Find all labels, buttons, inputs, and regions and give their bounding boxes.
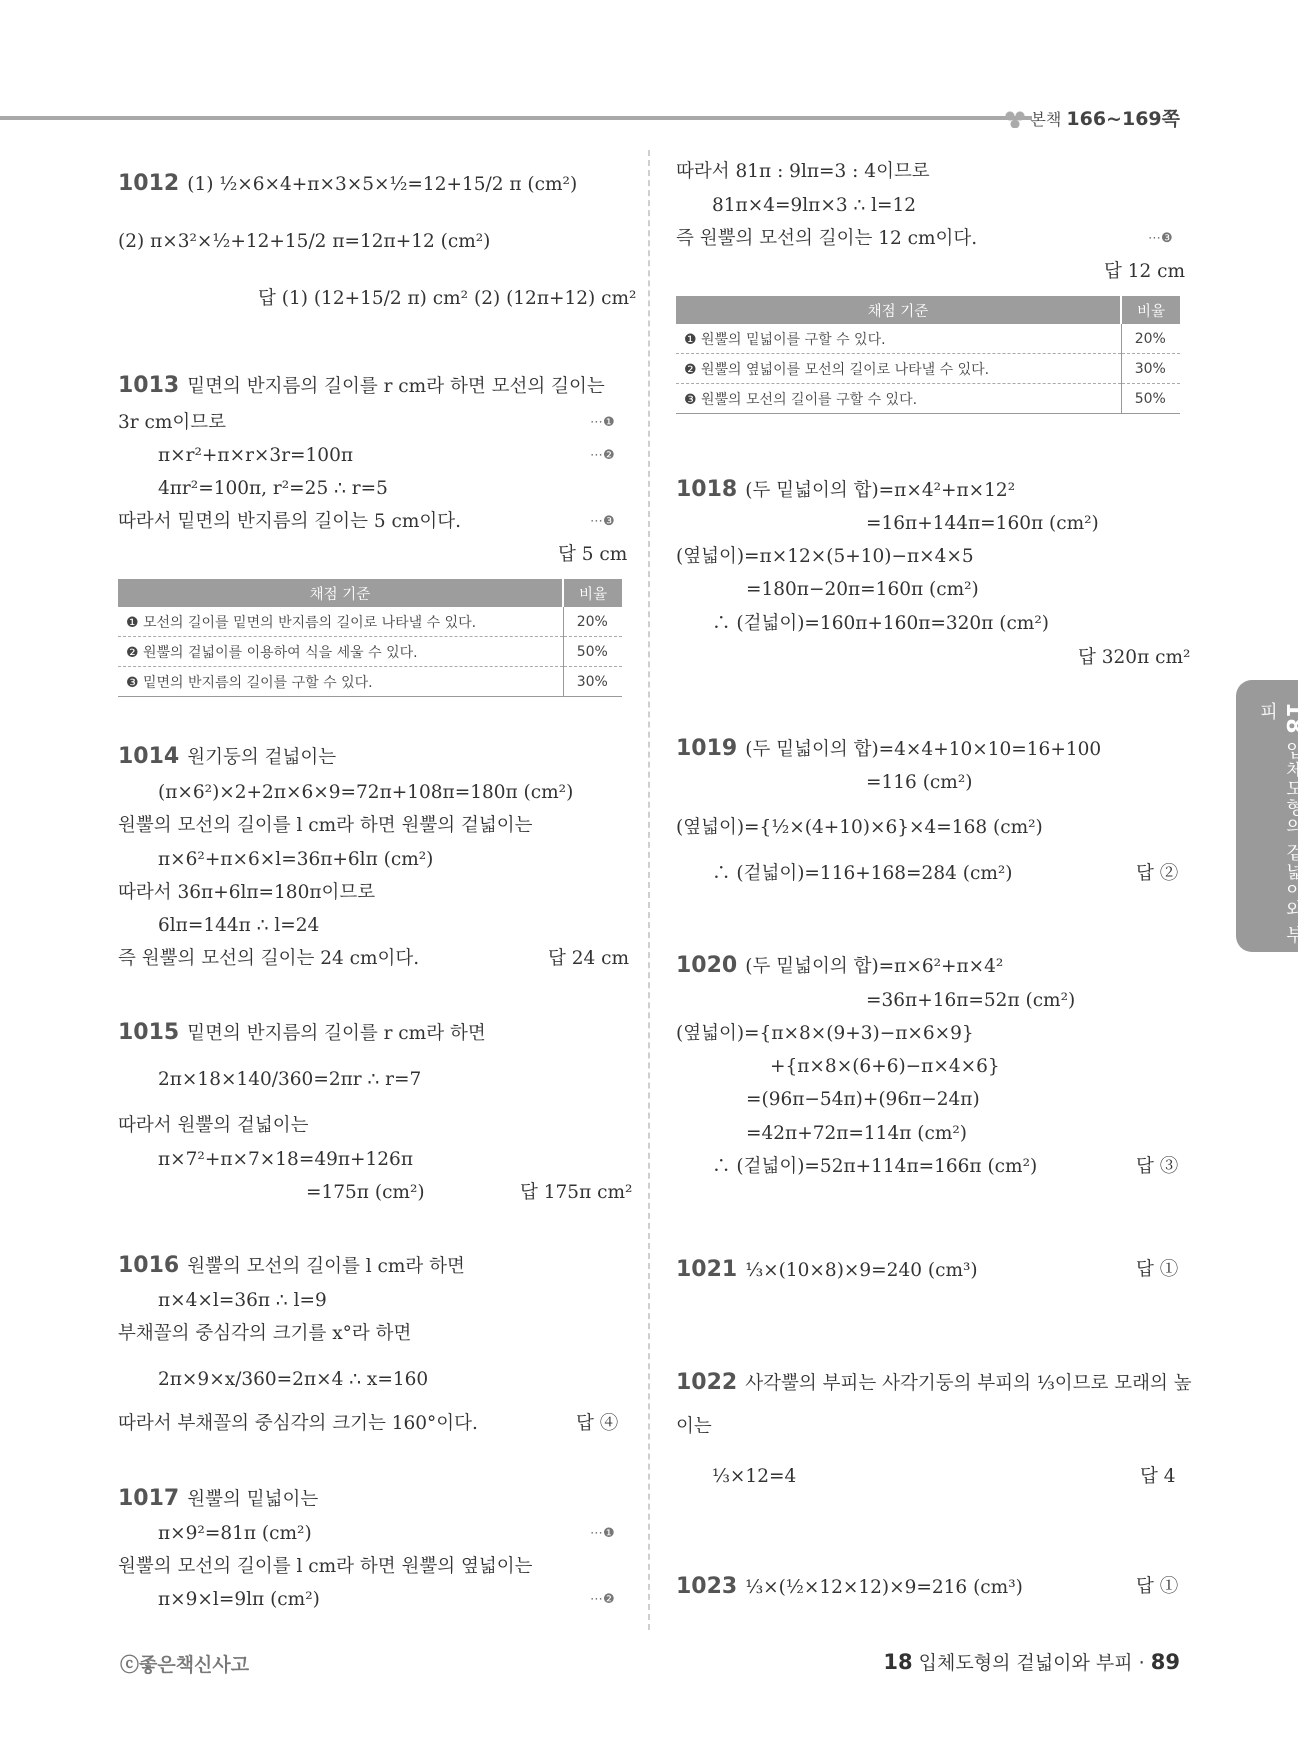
text: (1) ½×6×4+π×3×5×½=12+15/2 π (cm²) <box>187 174 578 195</box>
p1014-line5: 따라서 36π+6lπ=180π이므로 <box>118 882 376 903</box>
p1020-line7: ∴ (겉넓이)=52π+114π=166π (cm²) <box>712 1156 1038 1177</box>
p1013-line2: 3r cm이므로 <box>118 412 227 433</box>
p1018-line1 <box>676 478 1015 503</box>
table-row <box>676 354 1180 384</box>
table-header-ratio: 비율 <box>1121 296 1180 324</box>
text: 사각뿔의 부피는 사각기둥의 부피의 ⅓이므로 모래의 높 <box>745 1373 1192 1394</box>
p1017-line5: 따라서 81π : 9lπ=3 : 4이므로 <box>676 161 930 182</box>
p1016-line2: π×4×l=36π ∴ l=9 <box>158 1290 327 1311</box>
p1012-line2: (2) π×3²×½+12+15/2 π=12π+12 (cm²) <box>118 231 491 252</box>
p1017-line1 <box>118 1487 318 1512</box>
step-mark-2: ⋯❷ <box>590 1592 615 1607</box>
p1012-answer: 답 (1) (12+15/2 π) cm² (2) (12π+12) cm² <box>258 288 637 309</box>
ratio: 50% <box>563 637 622 667</box>
text: 원뿔의 모선의 길이를 l cm라 하면 <box>187 1256 465 1277</box>
p1015-line1 <box>118 1021 486 1046</box>
p1017-line7: 즉 원뿔의 모선의 길이는 12 cm이다. <box>676 228 978 249</box>
step-mark-3: ⋯❸ <box>590 514 615 529</box>
problem-number: 1013 <box>118 373 180 398</box>
p1023-answer: 답 ① <box>1136 1576 1179 1597</box>
p1016-line4: 2π×9×x/360=2π×4 ∴ x=160 <box>158 1369 429 1390</box>
p1022-line3: ⅓×12=4 <box>712 1466 797 1487</box>
problem-number: 1019 <box>676 736 738 761</box>
table-header: 채점 기준 <box>118 579 563 607</box>
p1018-answer: 답 320π cm² <box>1078 647 1191 668</box>
p1019-line3: (옆넓이)={½×(4+10)×6}×4=168 (cm²) <box>676 817 1043 838</box>
criterion: ❷ 원뿔의 겉넓이를 이용하여 식을 세울 수 있다. <box>118 637 563 667</box>
p1013-grading-table <box>118 579 622 697</box>
p1021-answer: 답 ① <box>1136 1259 1179 1280</box>
p1020-line4: +{π×8×(6+6)−π×4×6} <box>770 1056 1000 1077</box>
page-number: 89 <box>1150 1650 1180 1674</box>
p1013-line1 <box>118 374 605 399</box>
ratio: 20% <box>1121 324 1180 354</box>
p1020-line1 <box>676 954 1003 979</box>
p1014-line7: 즉 원뿔의 모선의 길이는 24 cm이다. <box>118 948 420 969</box>
step-mark-2: ⋯❷ <box>590 448 615 463</box>
text: ⅓×(10×8)×9=240 (cm³) <box>745 1260 978 1281</box>
p1016-line5: 따라서 부채꼴의 중심각의 크기는 160°이다. <box>118 1413 478 1434</box>
table-header: 채점 기준 <box>676 296 1121 324</box>
p1015-line5: =175π (cm²) <box>306 1182 425 1203</box>
text: (두 밑넓이의 합)=4×4+10×10=16+100 <box>745 739 1102 760</box>
problem-number: 1020 <box>676 953 738 978</box>
p1014-line4: π×6²+π×6×l=36π+6lπ (cm²) <box>158 849 434 870</box>
header-page-ref <box>1004 104 1180 131</box>
p1020-line6: =42π+72π=114π (cm²) <box>746 1123 968 1144</box>
p1013-line5: 따라서 밑면의 반지름의 길이는 5 cm이다. <box>118 511 462 532</box>
p1017-line6: 81π×4=9lπ×3 ∴ l=12 <box>712 195 917 216</box>
table-row <box>676 384 1180 414</box>
p1019-line1 <box>676 737 1101 762</box>
problem-number: 1016 <box>118 1253 180 1278</box>
p1014-line2: (π×6²)×2+2π×6×9=72π+108π=180π (cm²) <box>158 782 574 803</box>
problem-number: 1021 <box>676 1257 738 1282</box>
p1015-line4: π×7²+π×7×18=49π+126π <box>158 1149 413 1170</box>
ratio: 30% <box>1121 354 1180 384</box>
p1018-line4: =180π−20π=160π (cm²) <box>746 579 979 600</box>
p1013-line4: 4πr²=100π, r²=25 ∴ r=5 <box>158 478 388 499</box>
text: (두 밑넓이의 합)=π×4²+π×12² <box>745 480 1016 501</box>
chapter-side-tab <box>1236 680 1306 952</box>
ratio: 50% <box>1121 384 1180 414</box>
p1015-line2: 2π×18×140/360=2πr ∴ r=7 <box>158 1069 422 1090</box>
table-row <box>118 667 622 697</box>
p1013-answer: 답 5 cm <box>558 544 628 565</box>
flower-icon <box>1004 110 1026 128</box>
p1022-line2: 이는 <box>676 1416 712 1437</box>
table-header-ratio: 비율 <box>563 579 622 607</box>
text: 원기둥의 겉넓이는 <box>187 747 337 768</box>
header-prefix: 본책 <box>1030 110 1062 129</box>
problem-number: 1015 <box>118 1020 180 1045</box>
side-tab-label <box>1254 702 1306 952</box>
p1017-line3: 원뿔의 모선의 길이를 l cm라 하면 원뿔의 옆넓이는 <box>118 1556 533 1577</box>
p1019-answer: 답 ② <box>1136 863 1179 884</box>
footer-chapter-number: 18 <box>883 1650 913 1674</box>
p1016-line1 <box>118 1254 465 1279</box>
p1018-line3: (옆넓이)=π×12×(5+10)−π×4×5 <box>676 546 974 567</box>
p1020-line2: =36π+16π=52π (cm²) <box>866 990 1076 1011</box>
p1017-line2: π×9²=81π (cm²) <box>158 1523 312 1544</box>
ratio: 30% <box>563 667 622 697</box>
text: ⅓×(½×12×12)×9=216 (cm³) <box>745 1577 1023 1598</box>
p1015-answer: 답 175π cm² <box>520 1182 633 1203</box>
p1018-line2: =16π+144π=160π (cm²) <box>866 513 1099 534</box>
column-divider <box>648 150 650 1630</box>
p1020-line5: =(96π−54π)+(96π−24π) <box>746 1089 980 1110</box>
text: 밑면의 반지름의 길이를 r cm라 하면 모선의 길이는 <box>187 376 605 397</box>
criterion: ❶ 원뿔의 밑넓이를 구할 수 있다. <box>676 324 1121 354</box>
problem-number: 1017 <box>118 1486 180 1511</box>
p1014-line6: 6lπ=144π ∴ l=24 <box>158 915 320 936</box>
p1013-line3: π×r²+π×r×3r=100π <box>158 445 354 466</box>
side-tab-title: 입체도형의 겉넓이와 부피 <box>1257 702 1304 945</box>
p1017-grading-table <box>676 296 1180 414</box>
table-row <box>118 607 622 637</box>
footer-chapter: 18 입체도형의 겉넓이와 부피 · 89 <box>883 1650 1180 1674</box>
p1019-line2: =116 (cm²) <box>866 772 973 793</box>
table-row <box>118 637 622 667</box>
problem-number: 1014 <box>118 744 180 769</box>
p1022-line1 <box>676 1371 1192 1396</box>
header-pages: 166~169쪽 <box>1066 108 1180 130</box>
text: 원뿔의 밑넓이는 <box>187 1489 319 1510</box>
p1016-line3: 부채꼴의 중심각의 크기를 x°라 하면 <box>118 1323 412 1344</box>
problem-number: 1012 <box>118 171 180 196</box>
side-tab-number: 18 <box>1281 702 1306 735</box>
footer-chapter-title: 입체도형의 겉넓이와 부피 <box>918 1652 1133 1674</box>
p1015-line3: 따라서 원뿔의 겉넓이는 <box>118 1115 309 1136</box>
ratio: 20% <box>563 607 622 637</box>
p1020-answer: 답 ③ <box>1136 1156 1179 1177</box>
p1017-line4: π×9×l=9lπ (cm²) <box>158 1589 320 1610</box>
p1012-line1 <box>118 172 577 197</box>
criterion: ❸ 원뿔의 모선의 길이를 구할 수 있다. <box>676 384 1121 414</box>
p1016-answer: 답 ④ <box>576 1413 619 1434</box>
criterion: ❶ 모선의 길이를 밑면의 반지름의 길이로 나타낼 수 있다. <box>118 607 563 637</box>
criterion: ❸ 밑면의 반지름의 길이를 구할 수 있다. <box>118 667 563 697</box>
p1014-answer: 답 24 cm <box>548 948 630 969</box>
problem-number: 1023 <box>676 1574 738 1599</box>
p1021-line1 <box>676 1258 978 1283</box>
p1018-line5: ∴ (겉넓이)=160π+160π=320π (cm²) <box>712 613 1049 634</box>
step-mark-1: ⋯❶ <box>590 415 615 430</box>
criterion: ❷ 원뿔의 옆넓이를 모선의 길이로 나타낼 수 있다. <box>676 354 1121 384</box>
p1014-line1 <box>118 745 336 770</box>
table-row <box>676 324 1180 354</box>
p1019-line4: ∴ (겉넓이)=116+168=284 (cm²) <box>712 863 1013 884</box>
publisher-logo: ⓒ좋은책신사고 <box>120 1654 250 1676</box>
problem-number: 1018 <box>676 477 738 502</box>
text: 밑면의 반지름의 길이를 r cm라 하면 <box>187 1023 486 1044</box>
step-mark-3: ⋯❸ <box>1148 231 1173 246</box>
step-mark-1: ⋯❶ <box>590 1526 615 1541</box>
header-rule <box>0 116 1032 120</box>
p1023-line1 <box>676 1575 1023 1600</box>
problem-number: 1022 <box>676 1370 738 1395</box>
p1022-answer: 답 4 <box>1140 1466 1176 1487</box>
p1017-answer: 답 12 cm <box>1104 261 1186 282</box>
p1014-line3: 원뿔의 모선의 길이를 l cm라 하면 원뿔의 겉넓이는 <box>118 815 533 836</box>
p1020-line3: (옆넓이)={π×8×(9+3)−π×6×9} <box>676 1023 974 1044</box>
text: (두 밑넓이의 합)=π×6²+π×4² <box>745 956 1004 977</box>
